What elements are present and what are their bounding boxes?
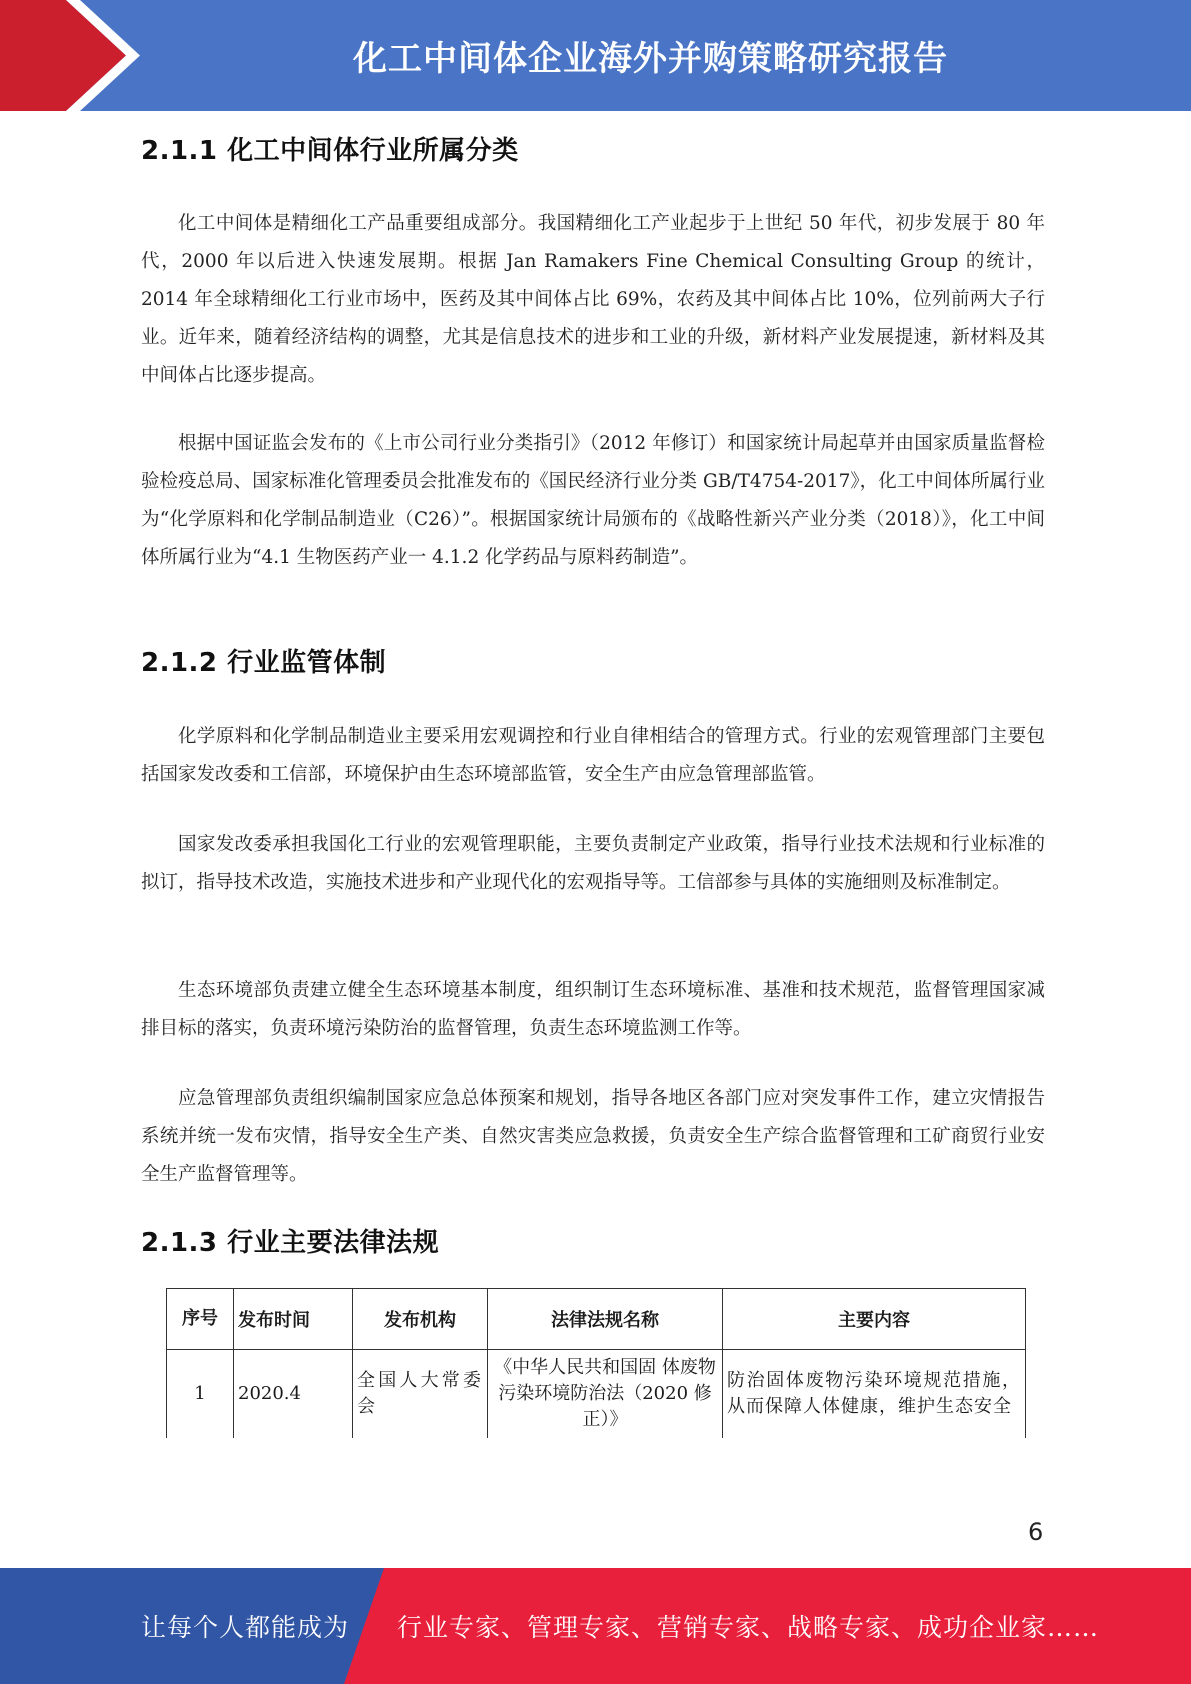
report-title: 化工中间体企业海外并购策略研究报告 — [353, 39, 948, 79]
header-chevron-graphic — [0, 0, 160, 111]
cell-law-name: 《中华人民共和国固 体废物污染环境防治法（2020 修正）》 — [488, 1350, 723, 1439]
page-header — [0, 0, 1191, 111]
section-heading-laws: 2.1.3 行业主要法律法规 — [141, 1228, 440, 1258]
laws-table — [166, 1288, 1026, 1438]
column-header-no: 序号 — [167, 1289, 234, 1350]
footer-slogan-left: 让每个人都能成为 — [141, 1613, 350, 1642]
section-heading-regulation: 2.1.2 行业监管体制 — [141, 648, 387, 678]
page-number: 6 — [1028, 1518, 1044, 1546]
paragraph: 化工中间体是精细化工产品重要组成部分。我国精细化工产业起步于上世纪 50 年代，初步发展于 80 年代，2000 年以后进入快速发展期。根据 Jan Ramakers Fine Chemical Consulting Group 的统计，2014 年全球精细化工行业市场中，医药及其中间体占比 69%，农药及其中间体占比 10%，位列前两大子行业。近年来，随着经济结构的调整，尤其是信息技术的进步和工业的升级，新材料产业发展提速，新材料及其中间体占比逐步提高。 — [141, 213, 1045, 386]
footer-slogan-right: 行业专家、管理专家、营销专家、战略专家、成功企业家…… — [397, 1613, 1100, 1642]
column-header-date: 发布时间 — [234, 1289, 353, 1350]
paragraph: 生态环境部负责建立健全生态环境基本制度，组织制订生态环境标准、基准和技术规范，监督管理国家减排目标的落实，负责环境污染防治的监督管理，负责生态环境监测工作等。 — [141, 980, 1045, 1039]
cell-content: 防治固体废物污染环境规范措施， 从而保障人体健康，维护生态安全 — [723, 1350, 1026, 1439]
paragraph: 国家发改委承担我国化工行业的宏观管理职能，主要负责制定产业政策，指导行业技术法规和行业标准的拟订，指导技术改造，实施技术进步和产业现代化的宏观指导等。工信部参与具体的实施细则及标准制定。 — [141, 834, 1045, 893]
cell-date: 2020.4 — [234, 1350, 353, 1439]
column-header-content: 主要内容 — [723, 1289, 1026, 1350]
column-header-issuer: 发布机构 — [353, 1289, 488, 1350]
table-row — [167, 1350, 1026, 1439]
table-header-row — [167, 1289, 1026, 1350]
paragraph: 根据中国证监会发布的《上市公司行业分类指引》（2012 年修订）和国家统计局起草并由国家质量监督检验检疫总局、国家标准化管理委员会批准发布的《国民经济行业分类 GB/T4754-2017》，化工中间体所属行业为“化学原料和化学制品制造业（C26）”。根据国家统计局颁布的《战略性新兴产业分类（2018）》，化工中间体所属行业为“4.1 生物医药产业一 4.1.2 化学药品与原料药制造”。 — [141, 433, 1045, 568]
paragraph: 应急管理部负责组织编制国家应急总体预案和规划，指导各地区各部门应对突发事件工作，建立灾情报告系统并统一发布灾情，指导安全生产类、自然灾害类应急救援，负责安全生产综合监督管理和工矿商贸行业安全生产监督管理等。 — [141, 1088, 1045, 1185]
cell-no: 1 — [167, 1350, 234, 1439]
section-heading-classification: 2.1.1 化工中间体行业所属分类 — [141, 136, 519, 166]
page-footer — [0, 1568, 1191, 1684]
column-header-law-name: 法律法规名称 — [488, 1289, 723, 1350]
cell-issuer: 全国人大常委会 — [353, 1350, 488, 1439]
paragraph: 化学原料和化学制品制造业主要采用宏观调控和行业自律相结合的管理方式。行业的宏观管理部门主要包括国家发改委和工信部，环境保护由生态环境部监管，安全生产由应急管理部监管。 — [141, 726, 1045, 785]
